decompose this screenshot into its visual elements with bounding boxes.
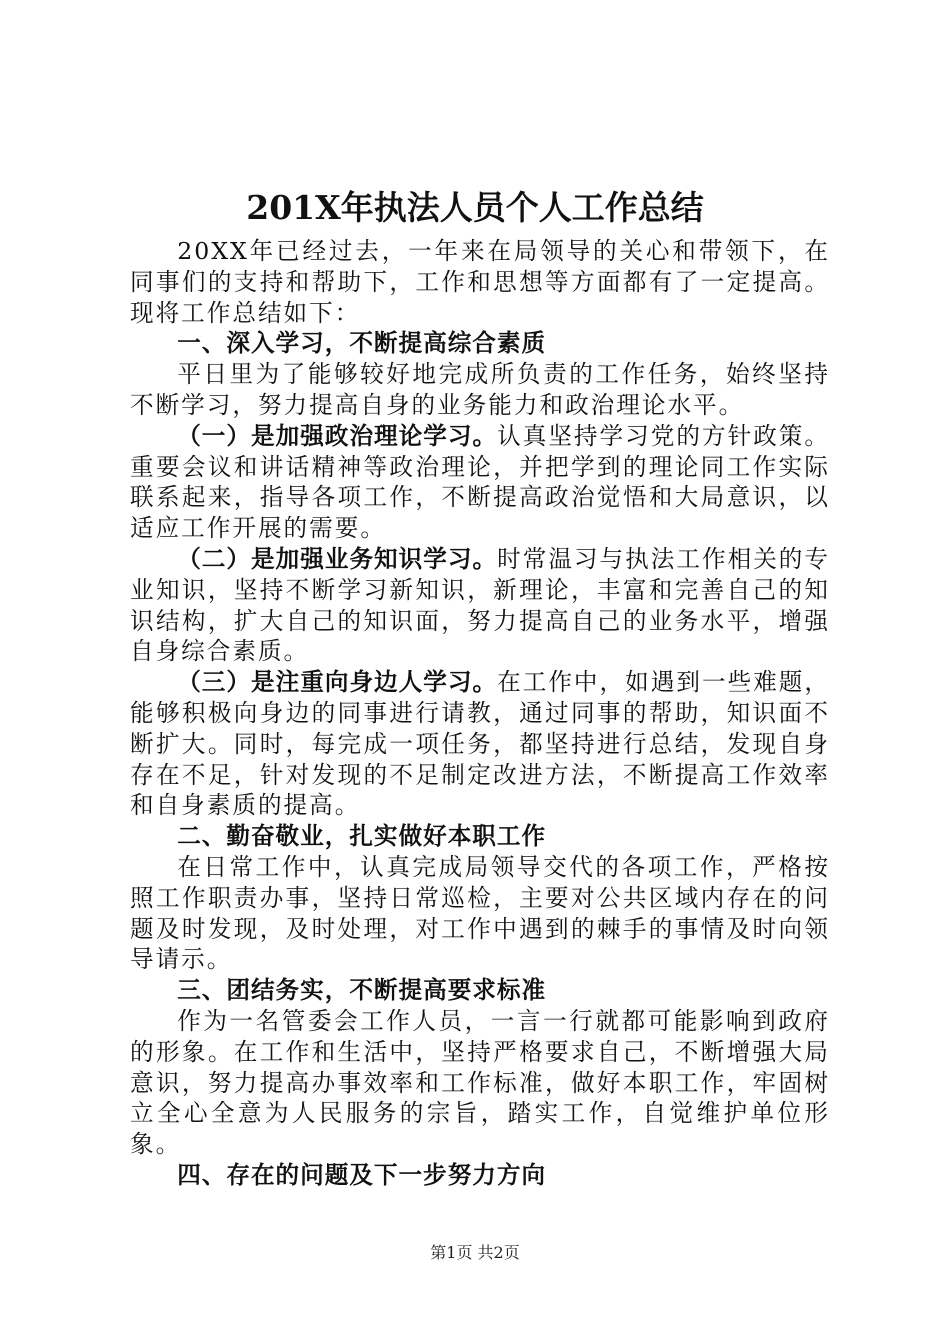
section-1-item-3: [130, 667, 830, 821]
item-3-lead: （三）是注重向身边人学习。: [177, 668, 498, 697]
item-2-lead: （二）是加强业务知识学习。: [177, 544, 498, 573]
section-3-paragraph: 作为一名管委会工作人员，一言一行就都可能影响到政府的形象。在工作和生活中，坚持严格要求自己，不断增强大局意识，努力提高办事效率和工作标准，做好本职工作，牢固树立全心全意为人民服务的宗旨，踏实工作，自觉维护单位形象。: [130, 1006, 830, 1159]
item-1-lead: （一）是加强政治理论学习。: [177, 421, 498, 450]
page-footer: 第1页 共2页: [430, 1243, 520, 1262]
section-4-heading: 四、存在的问题及下一步努力方向: [177, 1160, 547, 1189]
document-title: 201X年执法人员个人工作总结: [246, 188, 704, 227]
section-2-paragraph: 在日常工作中，认真完成局领导交代的各项工作，严格按照工作职责办事，坚持日常巡检，主要对公共区域内存在的问题及时发现，及时处理，对工作中遇到的棘手的事情及时向领导请示。: [130, 852, 830, 974]
section-1-item-1: [130, 421, 830, 544]
section-1-item-2: [130, 544, 830, 667]
item-1-text: 认真坚持学习党的方针政策。重要会议和讲话精神等政治理论，并把学到的理论同工作实际联系起来，指导各项工作，不断提高政治觉悟和大局意识，以适应工作开展的需要。: [130, 421, 831, 543]
section-2-heading: 二、勤奋敬业，扎实做好本职工作: [177, 822, 547, 851]
item-3-text: 在工作中，如遇到一些难题，能够积极向身边的同事进行请教，通过同事的帮助，知识面不断扩大。同时，每完成一项任务，都坚持进行总结，发现自身存在不足，针对发现的不足制定改进方法，不断提高工作效率和自身素质的提高。: [130, 668, 831, 820]
item-2-text: 时常温习与执法工作相关的专业知识，坚持不断学习新知识，新理论，丰富和完善自己的知识结构，扩大自己的知识面，努力提高自己的业务水平，增强自身综合素质。: [130, 544, 831, 666]
section-3-heading: 三、团结务实，不断提高要求标准: [177, 976, 547, 1005]
section-1-heading: 一、深入学习，不断提高综合素质: [177, 329, 547, 358]
intro-paragraph: 20XX年已经过去，一年来在局领导的关心和带领下，在同事们的支持和帮助下，工作和思想等方面都有了一定提高。现将工作总结如下：: [130, 237, 830, 327]
document-body: [130, 236, 830, 1191]
section-1-paragraph: 平日里为了能够较好地完成所负责的工作任务，始终坚持不断学习，努力提高自身的业务能力和政治理论水平。: [130, 360, 830, 419]
